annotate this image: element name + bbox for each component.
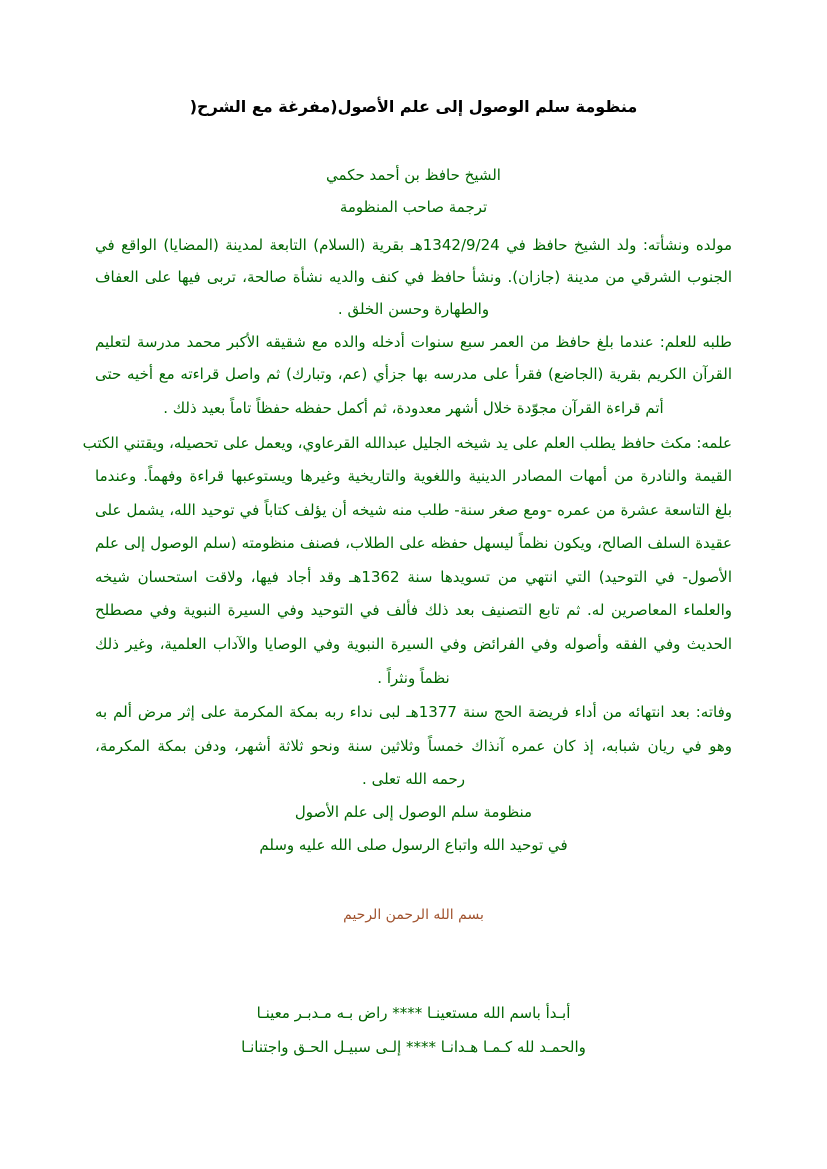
- knowledge-line: والعلماء المعاصرين له. ثم تابع التصنيف بعد ذلك فألف في التوحيد وفي السيرة النبوية وفي مصطلح: [95, 601, 732, 619]
- author-name: الشيخ حافظ بن أحمد حكمي: [326, 166, 501, 184]
- knowledge-line: علمه: مكث حافظ يطلب العلم على يد شيخه الجليل عبدالله القرعاوي، ويعمل على تحصيله، ويقتني الكتب: [82, 434, 732, 452]
- death-line: وهو في ريان شبابه، إذ كان عمره آنذاك خمساً وثلاثين سنة ونحو ثلاثة أشهر، ودفن بمكة المكرمة،: [95, 737, 732, 755]
- poem-subtitle: في توحيد الله واتباع الرسول صلى الله عليه وسلم: [259, 836, 568, 854]
- basmala: بسم الله الرحمن الرحيم: [343, 907, 484, 923]
- knowledge-line: نظماً ونثراً .: [377, 669, 450, 687]
- death-line: رحمه الله تعلى .: [362, 770, 465, 788]
- birth-line: مولده ونشأته: ولد الشيخ حافظ في 1342/9/24هـ بقرية (السلام) التابعة لمدينة (المضايا) الواقع في: [95, 236, 732, 254]
- knowledge-line: الحديث وفي الفقه وأصوله وفي الفرائض وفي السيرة النبوية وفي الوصايا والآداب العلمية، وغير ذلك: [95, 635, 732, 653]
- poem-verse: والحمـد لله كـمـا هـدانـا **** إلـى سبيـل الحـق واجتنانـا: [241, 1038, 586, 1056]
- knowledge-line: الأصول- في التوحيد) التي انتهي من تسويدها سنة 1362هـ وقد أجاد فيها، ولاقت استحسان شيخه: [95, 568, 732, 586]
- death-line: وفاته: بعد انتهائه من أداء فريضة الحج سنة 1377هـ لبى نداء ربه بمكة المكرمة على إثر مرض ألم به: [95, 703, 733, 721]
- bio-heading: ترجمة صاحب المنظومة: [339, 198, 488, 216]
- document-title: منظومة سلم الوصول إلى علم الأصول(مفرغة مع الشرح(: [189, 97, 638, 116]
- poem-verse: أبـدأ باسم الله مستعينـا **** راض بـه مـدبـر معينـا: [256, 1004, 571, 1022]
- knowledge-line: بلغ التاسعة عشرة من عمره -ومع صغر سنة- طلب منه شيخه أن يؤلف كتاباً في توحيد الله، يشمل على: [95, 501, 732, 519]
- knowledge-line: عقيدة السلف الصالح، ويكون نظماً ليسهل حفظه على الطلاب، فصنف منظومته (سلم الوصول إلى علم: [95, 534, 732, 552]
- birth-line: الجنوب الشرقي من مدينة (جازان). ونشأ حافظ في كنف والديه نشأة صالحة، تربى فيها على العفاف: [95, 268, 732, 286]
- study-line: أتم قراءة القرآن مجوّدة خلال أشهر معدودة، ثم أكمل حفظه حفظاً تاماً بعيد ذلك .: [163, 399, 664, 417]
- poem-title: منظومة سلم الوصول إلى علم الأصول: [294, 803, 533, 821]
- birth-line: والطهارة وحسن الخلق .: [337, 300, 490, 318]
- knowledge-line: القيمة والنادرة من أمهات المصادر الدينية واللغوية والتاريخية وغيرها ويستوعبها قراءة وفهماً. وعندما: [95, 467, 732, 485]
- study-line: القرآن الكريم بقرية (الجاضع) فقرأ على مدرسه بها جزأي (عم، وتبارك) ثم واصل قراءته مع أخيه حتى: [95, 365, 732, 383]
- study-line: طلبه للعلم: عندما بلغ حافظ من العمر سبع سنوات أدخله والده مع شقيقه الأكبر محمد مدرسة لتعليم: [95, 333, 732, 351]
